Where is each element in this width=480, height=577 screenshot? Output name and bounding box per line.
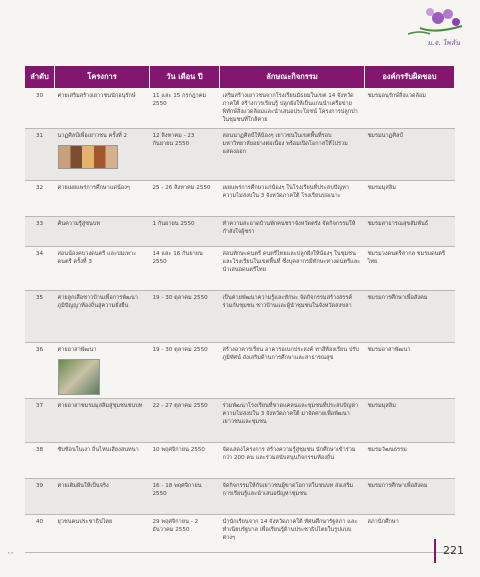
cell-activity: ร่วมพัฒนาโรงเรียนที่ขาดแคลนและชุมชนที่ประสบปัญหาความไม่สงบใน 3 จังหวัดภาคใต้ มาจัดค่ายเพื่อพัฒนาเยาวชนและชุมชน: [220, 399, 365, 443]
header-org: องค์กรรับผิดชอบ: [365, 66, 455, 89]
cell-activity: สร้างอาคารเรียน อาคารอเนกประสงค์ ทาสีห้องเรียน ปรับภูมิทัศน์ ส่งเสริมด้านการศึกษาและสาธารณสุข: [220, 343, 365, 399]
table-row: [25, 89, 455, 129]
cell-project: นาฏศิลป์เพื่อเยาวชน ครั้งที่ 2: [57, 133, 128, 139]
page-number-bar: [434, 539, 436, 563]
table-row: [25, 443, 455, 479]
page-number: 221: [443, 544, 464, 557]
cell-date: 11 และ 15 กรกฎาคม 2550: [150, 89, 220, 129]
table-row: [25, 291, 455, 343]
cell-date: 10 พฤศจิกายน 2550: [150, 443, 220, 479]
cell-no: 30: [25, 89, 55, 129]
cell-no: 40: [25, 515, 55, 553]
cell-org: ชมรมอาสาพัฒนา: [365, 343, 455, 399]
cell-date: 25 - 26 สิงหาคม 2550: [150, 181, 220, 217]
cell-date: 22 - 27 ตุลาคม 2550: [150, 399, 220, 443]
cell-project: ค่ายอาสาชมรมมุสลิมสู่ชุมชนชนบท: [55, 399, 150, 443]
table-body: [25, 89, 455, 553]
header-activity: ลักษณะกิจกรรม: [220, 66, 365, 89]
cell-date: 12 สิงหาคม - 23 กันยายน 2550: [150, 129, 220, 181]
cell-no: 34: [25, 247, 55, 291]
header-date: วัน เดือน ปี: [150, 66, 220, 89]
activities-table: [24, 65, 455, 553]
cell-date: 29 พฤศจิกายน - 2 ธันวาคม 2550: [150, 515, 220, 553]
header-project: โครงการ: [55, 66, 150, 89]
cell-org: ชมรมการศึกษาเพื่อสังคม: [365, 479, 455, 515]
cell-activity: เผยแพร่การศึกษาแก่น้องๆ ในโรงเรียนที่ประสบปัญหาความไม่สงบใน 3 จังหวัดภาคใต้ โรงเรียนปอเนาะ: [220, 181, 365, 217]
cell-no: 38: [25, 443, 55, 479]
cell-date: 14 และ 16 กันยายน 2550: [150, 247, 220, 291]
cell-activity: จัดแสดงโครงการ สร้างความรู้สู่ชุมชน นักศึกษาเข้าร่วมกว่า 200 คน และร่วมสนับสนุนกิจกรรมท้องถิ่น: [220, 443, 365, 479]
cell-no: 32: [25, 181, 55, 217]
table-header-row: [25, 66, 455, 89]
cell-no: 33: [25, 217, 55, 247]
cell-activity: เป็นค่ายพัฒนาความรู้และทักษะ จัดกิจกรรมสร้างสรรค์ร่วมกับชุมชน ชาวบ้านและผู้นำชุมชนในจังหวัดสงขลา: [220, 291, 365, 343]
table-row: [25, 399, 455, 443]
table-row: [25, 515, 455, 553]
cell-no: 37: [25, 399, 55, 443]
cell-project: ค่ายเติมฝันให้เป็นจริง: [55, 479, 150, 515]
header-no: ลำดับ: [25, 66, 55, 89]
logo-text: ม.จ. ไพลัน: [427, 39, 460, 47]
cell-org: ชมรมอนุรักษ์สิ่งแวดล้อม: [365, 89, 455, 129]
cell-project: ค่ายเสริมสร้างเยาวชนนักอนุรักษ์: [55, 89, 150, 129]
cell-no: 36: [25, 343, 55, 399]
table-row: [25, 129, 455, 181]
cell-project: ค่ายลูกเสือชาวบ้านเพื่อการพัฒนาภูมิปัญญาท้องถิ่นสู่ความยั่งยืน: [55, 291, 150, 343]
cell-project: ค่ายอาสาพัฒนา: [57, 347, 97, 353]
table-row: [25, 217, 455, 247]
cell-date: 16 - 18 พฤศจิกายน 2550: [150, 479, 220, 515]
cell-date: 1 กันยายน 2550: [150, 217, 220, 247]
cell-org: สภานักศึกษา: [365, 515, 455, 553]
cell-project: ซับซ้อนในเงา ถิ่นไหนเสียงสนทนา: [55, 443, 150, 479]
cell-activity: เสริมสร้างเยาวชนจากโรงเรียนมัธยมในเขต 14 จังหวัดภาคใต้ สร้างการเรียนรู้ ปลูกฝังให้เป็นแกนนำเครือข่ายพิทักษ์สิ่งแวดล้อมและนำเสนอประโยชน์ โครงการปลูกป่าในชุมชนที่ใกล้ค่าย: [220, 89, 365, 129]
cell-activity: สอนทักษะดนตรี ดนตรีไทยและปลูกฝังให้น้องๆ ในชุมชนและโรงเรียนในเขตพื้นที่ ซึ่งบุคลากรมีทักษะทางดนตรีและนำเสนอดนตรีไทย: [220, 247, 365, 291]
cell-no: 31: [25, 129, 55, 181]
camp-photo: [58, 359, 100, 395]
table-row: [25, 343, 455, 399]
cell-activity: สอนนาฏศิลป์ให้น้องๆ เยาวชนในเขตพื้นที่รอบมหาวิทยาลัยอย่างต่อเนื่อง พร้อมเปิดโอกาสให้ไปร่วมแสดงออก: [220, 129, 365, 181]
cell-date: 19 - 30 ตุลาคม 2550: [150, 291, 220, 343]
cell-project: สอนน้องคบวงดนตรี และบ่มเพาะดนตรี ครั้งที่ 3: [55, 247, 150, 291]
cell-project: ค่ายเผยแพร่การศึกษาแด่น้องๆ: [55, 181, 150, 217]
table-row: [25, 479, 455, 515]
cell-org: ชมรมวงดนตรีสากล ชมรมดนตรีไทย: [365, 247, 455, 291]
margin-marks: ฺ ฺ: [10, 544, 14, 555]
table-row: [25, 181, 455, 217]
cell-project: ยุวชนคนประชาธิปไตย: [55, 515, 150, 553]
cell-org: ชมรมมุสลิม: [365, 399, 455, 443]
cell-activity: นำนักเรียนจาก 14 จังหวัดภาคใต้ ทัศนศึกษารัฐสภา และทำเนียบรัฐบาล เพื่อเรียนรู้ด้านประชาธิปไตยในรูปแบบต่างๆ: [220, 515, 365, 553]
table-row: [25, 247, 455, 291]
cell-no: 39: [25, 479, 55, 515]
cell-no: 35: [25, 291, 55, 343]
cell-org: ชมรมสาธารณสุขสัมพันธ์: [365, 217, 455, 247]
cell-date: 19 - 30 ตุลาคม 2550: [150, 343, 220, 399]
cell-org: ชมรมนาฏศิลป์: [365, 129, 455, 181]
stage-photo: [58, 145, 118, 169]
cell-org: ชมรมการศึกษาเพื่อสังคม: [365, 291, 455, 343]
cell-org: ชมรมมุสลิม: [365, 181, 455, 217]
cell-project: ค้นความรู้สู่ชนบท: [55, 217, 150, 247]
cell-org: ชมรมวัฒนธรรม: [365, 443, 455, 479]
cell-activity: ทำความสะอาดบ้านพักคนชราจังหวัดตรัง จัดกิจกรรมให้กำลังใจผู้ชรา: [220, 217, 365, 247]
cell-activity: จัดกิจกรรมให้กับเยาวชนผู้ขาดโอกาสในชนบท ส่งเสริมการเรียนรู้และนำเสนอปัญหาชุมชน: [220, 479, 365, 515]
